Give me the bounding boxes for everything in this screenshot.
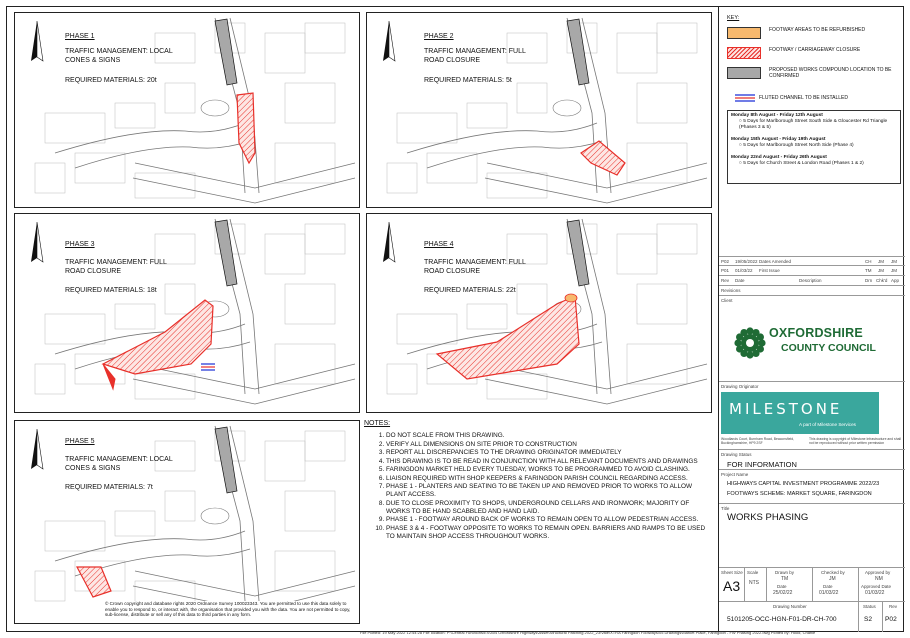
phase-2-tm-line1: TRAFFIC MANAGEMENT: FULL — [424, 48, 526, 55]
milestone-logo: MILESTONE A part of Milestone Services — [721, 392, 879, 434]
title-row: Title WORKS PHASING — [719, 504, 905, 568]
note-item: 4. THIS DRAWING IS TO BE READ IN CONJUNCTION WITH ALL RELEVANT DOCUMENTS AND DRAWINGS — [386, 458, 712, 466]
building-outline — [305, 431, 345, 461]
road-edge — [407, 123, 597, 153]
note-item: 5. FARINGDON MARKET HELD EVERY TUESDAY, WORKS TO BE PROGRAMMED TO AVOID CLASHING. — [386, 466, 712, 474]
building-outline — [397, 113, 457, 143]
works-compound — [215, 427, 237, 493]
building-outline — [135, 374, 195, 399]
closure-area — [77, 567, 111, 597]
building-outline — [285, 83, 335, 123]
note-item: 6. LIAISON REQUIRED WITH SHOP KEEPERS & FARINGDON PARISH COUNCIL REGARDING ACCESS. — [386, 475, 712, 483]
status-row: Drawing Status FOR INFORMATION — [719, 450, 905, 470]
drawing-title: WORKS PHASING — [727, 512, 809, 523]
phase-5-tm-line2: CONES & SIGNS — [65, 465, 121, 472]
road-edge — [55, 123, 245, 153]
phase-1-materials: REQUIRED MATERIALS: 20t — [65, 77, 157, 84]
building-outline — [265, 234, 305, 274]
closure-area — [237, 93, 255, 163]
phase-1-tm-line2: CONES & SIGNS — [65, 57, 121, 64]
phase-1-title: PHASE 1 — [65, 33, 95, 40]
works-compound — [567, 220, 589, 286]
closure-area — [103, 300, 213, 374]
building-outline — [657, 224, 697, 254]
road-edge — [55, 531, 245, 561]
project-row: Project Name HIGHWAYS CAPITAL INVESTMENT PROGRAMME 2022/23 FOOTWAYS SCHEME: MARKET SQUARE, FARINGDON — [719, 470, 905, 504]
schedule-week: Monday 8th August - Friday 12th August — [731, 113, 823, 118]
building-outline — [617, 33, 657, 73]
building-outline — [285, 491, 335, 531]
north-arrow-icon — [37, 21, 43, 61]
building-outline — [637, 83, 687, 123]
title-block — [718, 6, 904, 632]
road-edge — [75, 141, 250, 168]
island-outline — [201, 100, 229, 116]
building-outline — [115, 103, 155, 128]
building-outline — [265, 33, 305, 73]
building-outline — [275, 143, 335, 183]
sheet-info-row: Sheet Size A3 Scale NTS Drawn by TM Date 25/02/22 Checked by JM Date 01/03/22 Approved by NM Approved Date 01/03/22 — [719, 568, 905, 602]
building-outline — [35, 571, 65, 601]
phase-3-tm-line1: TRAFFIC MANAGEMENT: FULL — [65, 259, 167, 266]
phase-1-tm-line1: TRAFFIC MANAGEMENT: LOCAL — [65, 48, 173, 55]
key-label: FOOTWAY / CARRIAGEWAY CLOSURE — [769, 47, 861, 53]
building-outline — [45, 521, 105, 551]
north-arrow-icon — [31, 222, 37, 262]
building-outline — [427, 153, 477, 183]
schedule-detail: ○ 5 Days for Marlborough Street South Side & Gloucester Rd Triangle (Phases 3 & 5) — [739, 119, 888, 130]
road-edge — [135, 163, 355, 188]
works-compound — [215, 220, 237, 286]
key-heading: KEY: — [727, 15, 740, 21]
refurbish-swatch — [727, 27, 761, 39]
building-outline — [487, 374, 547, 399]
road-edge — [135, 571, 355, 596]
revision-header: Rev Date Description Drn Chk'd App — [719, 276, 905, 286]
north-arrow-icon — [37, 429, 43, 469]
island-outline — [553, 100, 581, 116]
building-outline — [617, 234, 657, 274]
schedule-detail: ○ 5 Days for Church Street & London Road (Phases 1 & 2) — [739, 161, 864, 166]
north-arrow-icon — [37, 222, 43, 262]
phase-5-map — [15, 421, 360, 624]
road-edge — [230, 219, 259, 394]
north-arrow-icon — [31, 21, 37, 61]
phase-4-tm-line2: ROAD CLOSURE — [424, 268, 481, 275]
client-name-line2: COUNTY COUNCIL — [781, 342, 876, 354]
building-outline — [467, 304, 507, 329]
building-outline — [115, 304, 155, 329]
phase-4-materials: REQUIRED MATERIALS: 22t — [424, 287, 516, 294]
building-outline — [135, 173, 195, 198]
key-item-compound — [727, 67, 905, 81]
building-outline — [305, 224, 345, 254]
plot-footer: File Plotted: 19 May 2022 12:44:28 File location: P:\Central Functions\ES\404 Oxfordshire Highways\Asset\Structural Patching 2022_23\Vale\XTRA Faringdon Footways\05 Drawings\Market Place, Faringdon - FW Phasing 2022.dwg Plotted by: Hood, Charlie — [360, 630, 816, 635]
note-item: 9. PHASE 1 - FOOTWAY AROUND BACK OF WORKS TO REMAIN OPEN TO ALLOW PEDESTRIAN ACCESS. — [386, 516, 712, 524]
building-outline — [627, 344, 687, 384]
phase-5-materials: REQUIRED MATERIALS: 7t — [65, 484, 153, 491]
closure-area — [581, 141, 625, 175]
road-edge — [582, 219, 611, 394]
note-item: 8. DUE TO CLOSE PROXIMITY TO SHOPS, UNDERGROUND CELLARS AND IRONWORK; MAJORITY OF WORKS TO BE HAND SCABBLED AND HAND LAID. — [386, 500, 712, 516]
road-edge — [230, 426, 259, 601]
works-compound — [567, 19, 589, 85]
phase-1-panel — [14, 12, 360, 208]
notes-heading: NOTES: — [364, 420, 391, 427]
building-outline — [45, 113, 105, 143]
phase-4-map — [367, 214, 712, 413]
works-compound — [215, 19, 237, 85]
schedule-week: Monday 22nd August - Friday 26th August — [731, 155, 827, 160]
phase-3-title: PHASE 3 — [65, 241, 95, 248]
building-outline — [35, 163, 65, 193]
key-item-closure — [727, 47, 905, 61]
building-outline — [35, 364, 65, 394]
phase-2-map — [367, 13, 712, 208]
building-outline — [627, 143, 687, 183]
note-item: 10. PHASE 3 & 4 - FOOTWAY OPPOSITE TO WORKS TO REMAIN OPEN. BARRIERS AND RAMPS TO BE USED TO MAINTAIN SHOP ACCESS THROUGHOUT WORKS. — [386, 525, 712, 541]
revision-row: P01 01/03/22 First Issue TM JM JM — [719, 266, 905, 276]
phase-1-map — [15, 13, 360, 208]
note-item: 3. REPORT ALL DISCREPANCIES TO THE DRAWING ORIGINATOR IMMEDIATELY — [386, 449, 712, 457]
closure-swatch — [727, 47, 761, 59]
phase-3-panel — [14, 213, 360, 413]
building-outline — [265, 441, 305, 481]
phase-2-panel — [366, 12, 712, 208]
phase-4-title: PHASE 4 — [424, 241, 454, 248]
road-edge — [427, 141, 602, 168]
refurbish-area — [565, 294, 577, 302]
building-outline — [275, 551, 335, 591]
oxfordshire-logo-icon — [733, 326, 767, 360]
notes — [364, 420, 712, 620]
phase-2-title: PHASE 2 — [424, 33, 454, 40]
building-outline — [275, 344, 335, 384]
north-arrow-icon — [31, 429, 37, 469]
building-outline — [165, 83, 195, 113]
building-outline — [285, 284, 335, 324]
building-outline — [467, 103, 507, 128]
phase-2-tm-line2: ROAD CLOSURE — [424, 57, 481, 64]
originator-row: Drawing Originator MILESTONE A part of Milestone Services Woodlands Court, Burnham Road, Beaconsfield, Buckinghamshire, HP9 2SF This drawing is copyright of Milestone Infrastructure and shall not be reproduced without prior written permission — [719, 382, 905, 450]
building-outline — [45, 314, 105, 344]
building-outline — [517, 83, 547, 113]
building-outline — [115, 511, 155, 536]
client-label-row: Client OXFORDSHIRE COUNTY COUNCIL — [719, 296, 905, 382]
key-item-refurbish — [727, 27, 905, 41]
revisions-label-row: Revisions — [719, 286, 905, 296]
building-outline — [487, 173, 547, 198]
closure-area — [437, 296, 579, 379]
building-outline — [305, 23, 345, 53]
drawing-number-row: Drawing Number 5101205-OCC-HGN-F01-DR-CH-700 Status S2 Rev P02 — [719, 602, 905, 632]
building-outline — [387, 163, 417, 193]
island-outline — [201, 508, 229, 524]
note-item: 7. PHASE 1 - PLANTERS AND SEATING TO BE TAKEN UP AND REMOVED PRIOR TO WORKS TO ALLOW PLANT ACCESS. — [386, 483, 712, 499]
key-label: FOOTWAY AREAS TO BE REFURBISHED — [769, 27, 866, 33]
client-name-line1: OXFORDSHIRE — [769, 326, 863, 340]
phase-5-title: PHASE 5 — [65, 438, 95, 445]
key-label: PROPOSED WORKS COMPOUND LOCATION TO BE CONFIRMED — [769, 67, 892, 79]
phase-3-materials: REQUIRED MATERIALS: 18t — [65, 287, 157, 294]
schedule-detail: ○ 5 Days for Marlborough Street North Side (Phase 4) — [739, 143, 854, 148]
notes-list — [364, 432, 712, 541]
compound-swatch — [727, 67, 761, 79]
building-outline — [165, 491, 195, 521]
schedule-week: Monday 15th August - Friday 19th August — [731, 137, 826, 142]
phase-5-panel — [14, 420, 360, 624]
north-arrow-icon — [389, 222, 395, 262]
building-outline — [387, 364, 417, 394]
note-item: 2. VERIFY ALL DIMENSIONS ON SITE PRIOR TO CONSTRUCTION — [386, 441, 712, 449]
building-outline — [657, 23, 697, 53]
phase-3-tm-line2: ROAD CLOSURE — [65, 268, 122, 275]
north-arrow-icon — [383, 222, 389, 262]
fluted-channel-icon — [735, 93, 755, 103]
works-schedule — [727, 110, 901, 184]
phase-5-tm-line1: TRAFFIC MANAGEMENT: LOCAL — [65, 456, 173, 463]
building-outline — [397, 314, 457, 344]
building-outline — [637, 284, 687, 324]
os-copyright: © Crown copyright and database rights 2020 Ordnance Survey 100023343. You are permitted to use this data solely to enable you to respond to, or interact with, the organisation that provided you with the data. You are not permitted to copy, sub-license, distribute or sell any of this data to third parties in any form. — [105, 601, 359, 618]
phase-4-tm-line1: TRAFFIC MANAGEMENT: FULL — [424, 259, 526, 266]
road-edge — [487, 163, 707, 188]
building-outline — [75, 153, 125, 183]
north-arrow-icon — [383, 21, 389, 61]
north-arrow-icon — [389, 21, 395, 61]
phase-2-materials: REQUIRED MATERIALS: 5t — [424, 77, 512, 84]
phase-4-panel — [366, 213, 712, 413]
fluted-channel-label: FLUTED CHANNEL TO BE INSTALLED — [759, 95, 849, 101]
note-item: 1. DO NOT SCALE FROM THIS DRAWING. — [386, 432, 712, 440]
drawing-number: 5101205-OCC-HGN-F01-DR-CH-700 — [727, 616, 837, 623]
building-outline — [517, 284, 547, 314]
building-outline — [165, 284, 195, 314]
revision-row: P02 19/05/2022 Dates Amended CH JM JM — [719, 256, 905, 266]
